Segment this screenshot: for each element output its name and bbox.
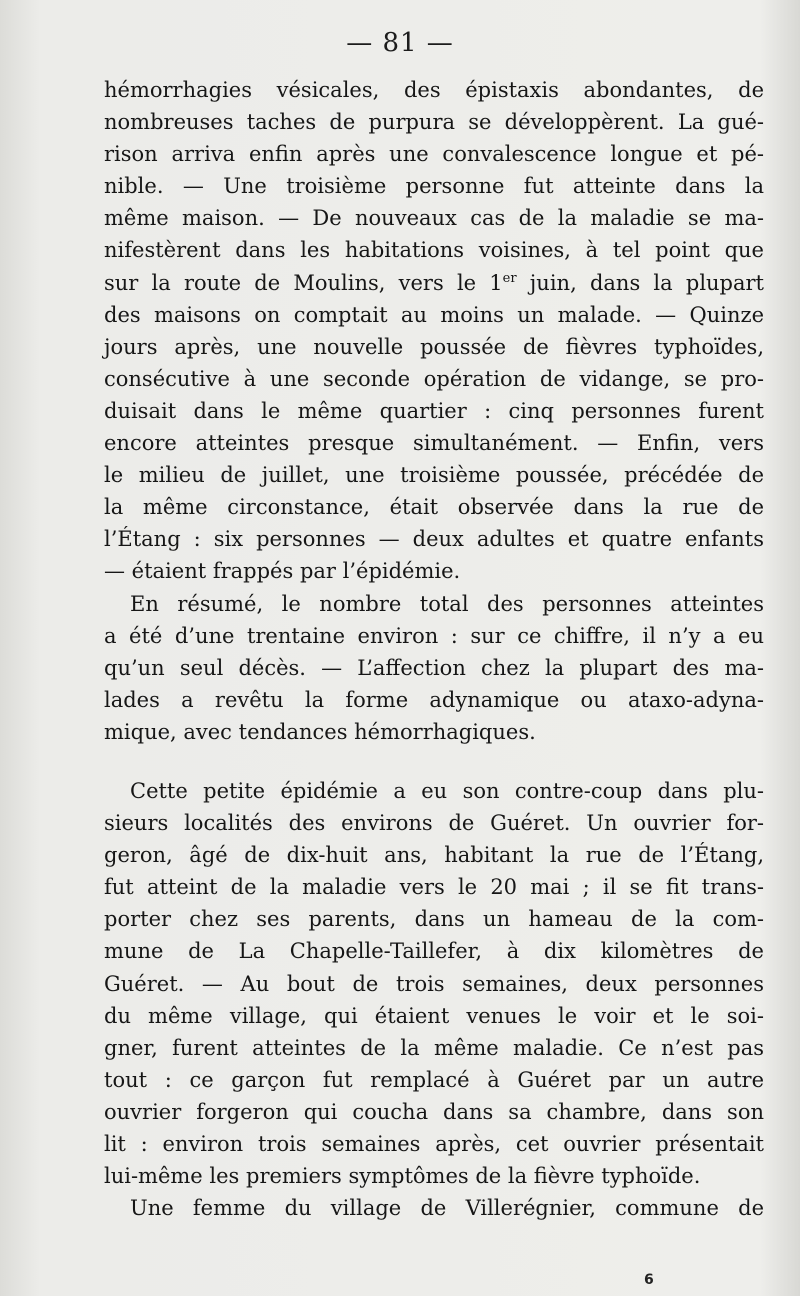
paragraph-gap: [104, 748, 764, 775]
text-line: porter chez ses parents, dans un hameau de la com-: [104, 907, 764, 932]
text-line: encore atteintes presque simultanément. — Enfin, vers: [104, 431, 764, 456]
text-line: rison arriva enfin après une convalescence longue et pé-: [104, 142, 764, 167]
text-line: l’Étang : six personnes — deux adultes et quatre enfants: [104, 527, 764, 552]
page-number: — 81 —: [346, 28, 454, 58]
text-line: même maison. — De nouveaux cas de la maladie se ma-: [104, 206, 764, 231]
text-line: le milieu de juillet, une troisième poussée, précédée de: [104, 463, 764, 488]
text-line: ouvrier forgeron qui coucha dans sa chambre, dans son: [104, 1099, 764, 1124]
text-fragment: juin, dans la plupart: [516, 270, 764, 295]
ordinal-superscript: er: [502, 270, 517, 286]
text-fragment: sur la route de Moulins, vers le 1: [104, 270, 503, 295]
signature-mark: 6: [644, 1272, 654, 1288]
text-line: lit : environ trois semaines après, cet ouvrier présentait: [104, 1132, 764, 1156]
text-line: En résumé, le nombre total des personnes atteintes: [130, 591, 764, 616]
text-line: [104, 267, 764, 299]
text-line: consécutive à une seconde opération de vidange, se pro-: [104, 366, 764, 391]
text-line: tout : ce garçon fut remplacé à Guéret par un autre: [104, 1067, 764, 1092]
text-line: nombreuses taches de purpura se développèrent. La gué-: [104, 110, 764, 135]
text-line: jours après, une nouvelle poussée de fièvres typhoïdes,: [104, 334, 764, 359]
text-line: gner, furent atteintes de la même maladie. Ce n’est pas: [104, 1035, 764, 1060]
text-line: nifestèrent dans les habitations voisines, à tel point que: [104, 238, 764, 263]
text-line: mique, avec tendances hémorrhagiques.: [104, 719, 536, 744]
text-line: mune de La Chapelle-Taillefer, à dix kilomètres de: [104, 939, 764, 964]
body-text: [104, 74, 764, 1224]
text-line: hémorrhagies vésicales, des épistaxis abondantes, de: [104, 78, 764, 102]
text-line: Guéret. — Au bout de trois semaines, deux personnes: [104, 971, 764, 996]
text-line: fut atteint de la maladie vers le 20 mai ; il se fit trans-: [104, 875, 764, 900]
text-line: Une femme du village de Villerégnier, commune de: [130, 1196, 764, 1221]
text-line: geron, âgé de dix-huit ans, habitant la rue de l’Étang,: [104, 843, 764, 868]
text-line: du même village, qui étaient venues le voir et le soi-: [104, 1003, 764, 1028]
text-line: lades a revêtu la forme adynamique ou ataxo-adyna-: [104, 687, 764, 712]
text-line: nible. — Une troisième personne fut atteinte dans la: [104, 174, 764, 199]
text-line: la même circonstance, était observée dans la rue de: [104, 495, 764, 520]
text-line: lui-même les premiers symptômes de la fièvre typhoïde.: [104, 1164, 701, 1189]
text-line: a été d’une trentaine environ : sur ce chiffre, il n’y a eu: [104, 623, 764, 648]
text-line: duisait dans le même quartier : cinq personnes furent: [104, 398, 764, 423]
text-line: qu’un seul décès. — L’affection chez la plupart des ma-: [104, 655, 764, 680]
text-line: Cette petite épidémie a eu son contre-coup dans plu-: [130, 778, 764, 803]
text-line: des maisons on comptait au moins un malade. — Quinze: [104, 302, 764, 327]
text-line: sieurs localités des environs de Guéret. Un ouvrier for-: [104, 811, 764, 836]
text-line: — étaient frappés par l’épidémie.: [104, 559, 461, 584]
